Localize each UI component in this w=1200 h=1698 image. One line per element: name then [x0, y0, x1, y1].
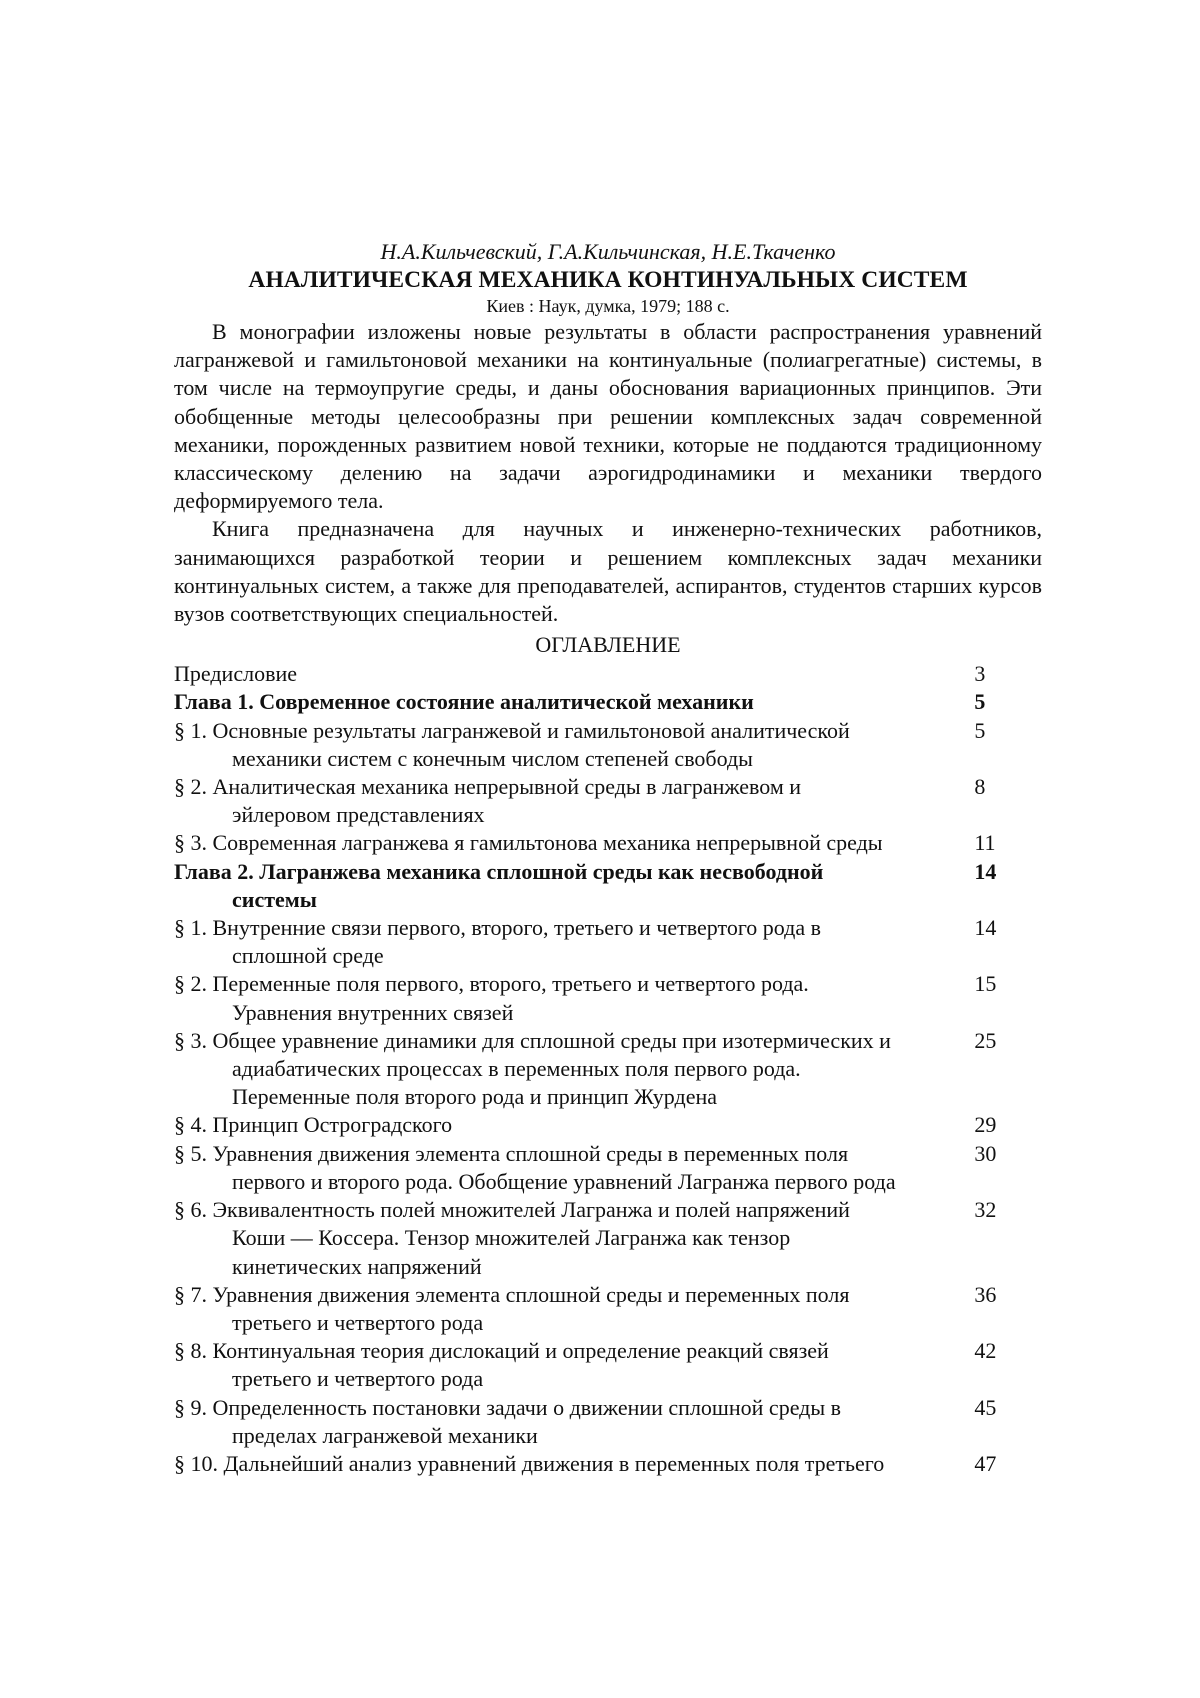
- toc-entry: [174, 829, 1042, 857]
- toc-entry: [174, 660, 1042, 688]
- toc-entry: [174, 1027, 1042, 1112]
- toc-entry-first-line: § 2. Переменные поля первого, второго, третьего и четвертого рода.: [174, 971, 809, 997]
- toc-entry-first-line: Глава 1. Современное состояние аналитической механики: [174, 689, 754, 715]
- toc-page-number: 42: [974, 1338, 997, 1364]
- toc-entry-continuation: эйлеровом представлениях: [232, 802, 485, 828]
- toc-entry-first-line: § 6. Эквивалентность полей множителей Лагранжа и полей напряжений: [174, 1197, 850, 1223]
- toc-entry: [174, 688, 1042, 716]
- toc-entry-first-line: § 1. Внутренние связи первого, второго, третьего и четвертого рода в: [174, 915, 822, 941]
- toc-entry-continuation: третьего и четвертого рода: [232, 1309, 484, 1335]
- table-of-contents: [174, 660, 1042, 1478]
- toc-entry-continuation: адиабатических процессах в переменных поля первого рода. Переменные поля второго рода и принцип Журдена: [232, 1056, 801, 1110]
- toc-entry-title: [174, 1027, 970, 1112]
- toc-entry-first-line: § 10. Дальнейший анализ уравнений движения в переменных поля третьего: [174, 1450, 885, 1476]
- toc-entry: [174, 1394, 1042, 1450]
- toc-entry-title: [174, 970, 970, 1026]
- toc-entry-continuation: Уравнения внутренних связей: [232, 999, 514, 1025]
- toc-page-number: 15: [974, 971, 997, 997]
- toc-entry-first-line: § 3. Современная лагранжева я гамильтонова механика непрерывной среды: [174, 830, 883, 856]
- toc-entry-title: [174, 1337, 970, 1393]
- toc-entry-title: [174, 1111, 970, 1139]
- toc-entry-first-line: § 3. Общее уравнение динамики для сплошной среды при изотермических и: [174, 1027, 891, 1053]
- toc-page-number: 45: [974, 1394, 997, 1420]
- abstract-paragraph: В монографии изложены новые результаты в области распространения уравнений лагранжевой и гамильтоновой механики на континуальные (полиагрегатные) системы, в том числе на термоупругие среды, и даны обоснования вариационных принципов. Эти обобщенные методы целесообразны при решении комплексных задач современной механики, порожденных развитием новой техники, которые не поддаются традиционному классическому делению на задачи аэрогидродинамики и механики твердого деформируемого тела.: [174, 319, 1042, 514]
- toc-entry-title: [174, 1394, 970, 1450]
- toc-entry-continuation: системы: [232, 886, 317, 912]
- toc-entry: [174, 773, 1042, 829]
- toc-entry-title: [174, 1281, 970, 1337]
- toc-entry-first-line: § 4. Принцип Остроградского: [174, 1112, 453, 1138]
- toc-entry-first-line: Глава 2. Лагранжева механика сплошной среды как несвободной: [174, 858, 824, 884]
- toc-page-number: 30: [974, 1140, 997, 1166]
- toc-page-number: 11: [974, 830, 996, 856]
- toc-entry: [174, 1450, 1042, 1478]
- page-content: [174, 238, 1042, 1478]
- toc-entry: [174, 970, 1042, 1026]
- toc-entry-first-line: Предисловие: [174, 661, 297, 687]
- toc-page-number: 36: [974, 1281, 997, 1307]
- toc-entry-continuation: Коши — Коссера. Тензор множителей Лагранжа как тензор кинетических напряжений: [232, 1225, 791, 1279]
- toc-entry: [174, 914, 1042, 970]
- toc-page-number: 5: [974, 689, 986, 715]
- toc-heading: ОГЛАВЛЕНИЕ: [535, 632, 681, 658]
- toc-entry-first-line: § 2. Аналитическая механика непрерывной среды в лагранжевом и: [174, 774, 802, 800]
- toc-page-number: 32: [974, 1197, 997, 1223]
- toc-entry: [174, 717, 1042, 773]
- toc-entry-title: [174, 1450, 970, 1478]
- toc-page-number: 14: [974, 858, 997, 884]
- toc-entry: [174, 1337, 1042, 1393]
- toc-entry-title: [174, 829, 970, 857]
- toc-page-number: 25: [974, 1027, 997, 1053]
- toc-entry-title: [174, 1140, 970, 1196]
- toc-page-number: 3: [974, 661, 986, 687]
- toc-entry-title: [174, 688, 970, 716]
- toc-entry-continuation: пределах лагранжевой механики: [232, 1422, 538, 1448]
- toc-entry-continuation: сплошной среде: [232, 943, 384, 969]
- toc-entry-continuation: механики систем с конечным числом степеней свободы: [232, 745, 753, 771]
- toc-entry: [174, 1281, 1042, 1337]
- toc-page-number: 47: [974, 1450, 997, 1476]
- toc-entry-continuation: первого и второго рода. Обобщение уравнений Лагранжа первого рода: [232, 1168, 896, 1194]
- toc-entry-first-line: § 5. Уравнения движения элемента сплошной среды в переменных поля: [174, 1140, 849, 1166]
- toc-entry-title: [174, 914, 970, 970]
- toc-page-number: 29: [974, 1112, 997, 1138]
- toc-entry-title: [174, 660, 970, 688]
- authors: Н.А.Кильчевский, Г.А.Кильчинская, Н.Е.Ткаченко: [380, 239, 836, 264]
- toc-page-number: 14: [974, 915, 997, 941]
- toc-entry-first-line: § 1. Основные результаты лагранжевой и гамильтоновой аналитической: [174, 717, 850, 743]
- publication-info: Киев : Наук, думка, 1979; 188 с.: [486, 296, 730, 316]
- toc-entry-title: [174, 858, 970, 914]
- toc-entry: [174, 1111, 1042, 1139]
- book-title: АНАЛИТИЧЕСКАЯ МЕХАНИКА КОНТИНУАЛЬНЫХ СИСТЕМ: [248, 267, 968, 293]
- toc-entry-title: [174, 717, 970, 773]
- toc-entry: [174, 858, 1042, 914]
- toc-entry-first-line: § 7. Уравнения движения элемента сплошной среды и переменных поля: [174, 1281, 850, 1307]
- abstract-paragraph: Книга предназначена для научных и инженерно-технических работников, занимающихся разработкой теории и решением комплексных задач механики континуальных систем, а также для преподавателей, аспирантов, студентов старших курсов вузов соответствующих специальностей.: [174, 516, 1042, 627]
- toc-entry: [174, 1196, 1042, 1281]
- toc-page-number: 8: [974, 774, 986, 800]
- toc-entry-first-line: § 9. Определенность постановки задачи о движении сплошной среды в: [174, 1394, 842, 1420]
- toc-entry-first-line: § 8. Континуальная теория дислокаций и определение реакций связей: [174, 1338, 829, 1364]
- toc-entry-title: [174, 773, 970, 829]
- toc-entry-continuation: третьего и четвертого рода: [232, 1366, 484, 1392]
- toc-entry-title: [174, 1196, 970, 1281]
- toc-page-number: 5: [974, 717, 986, 743]
- toc-entry: [174, 1140, 1042, 1196]
